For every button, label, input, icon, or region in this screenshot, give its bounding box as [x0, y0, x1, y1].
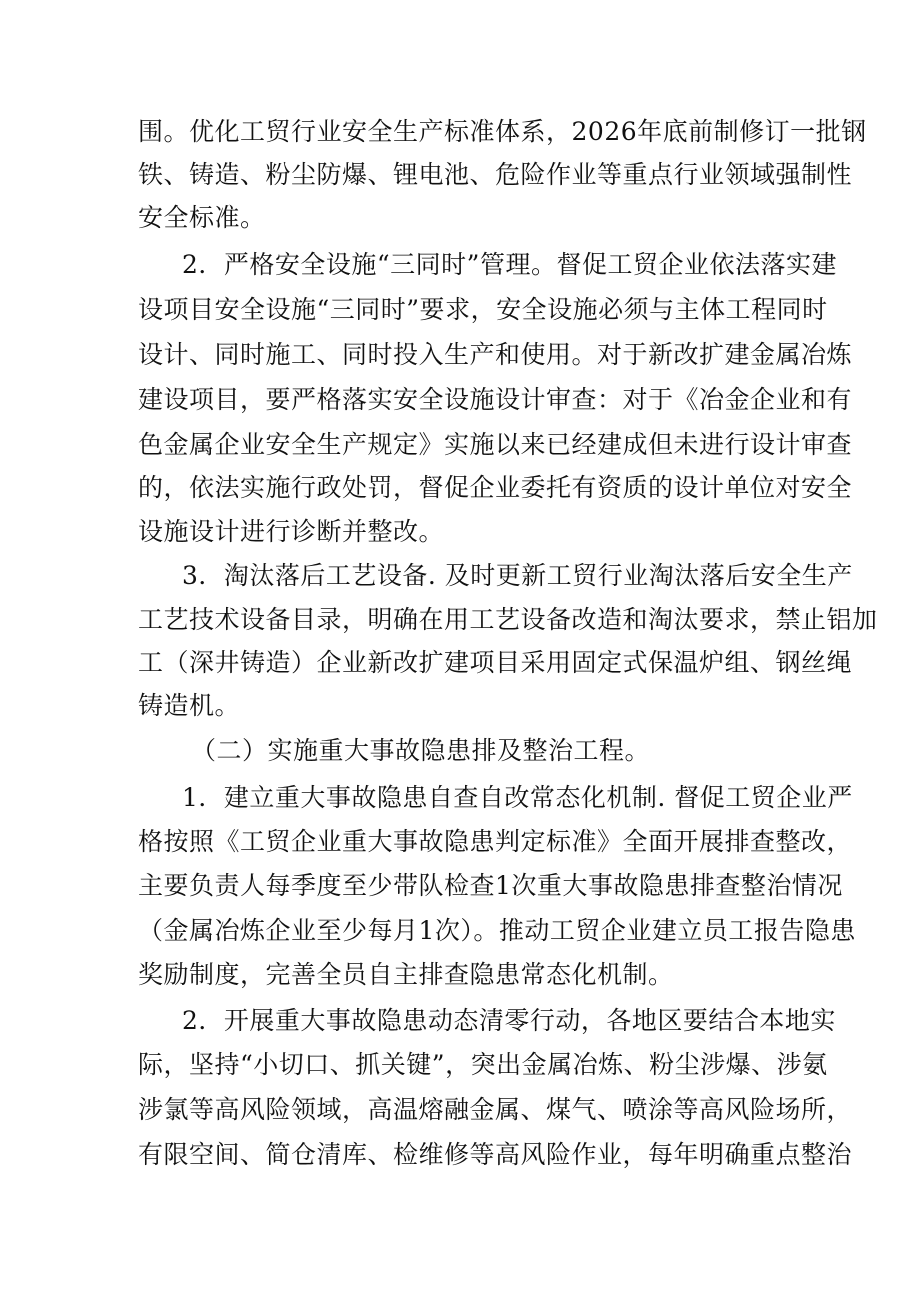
text-line: 建设项目，要严格落实安全设施设计审查：对于《冶金企业和有	[138, 385, 853, 414]
text-line: 际，坚持“小切口、抓关键”，突出金属冶炼、粉尘涉爆、涉氨	[138, 1050, 828, 1079]
text-line: 的，依法实施行政处罚，督促企业委托有资质的设计单位对安全	[138, 473, 853, 502]
paragraph-first-line: 2．严格安全设施“三同时”管理。督促工贸企业依法落实建	[182, 250, 837, 279]
text-line: 安全标准。	[138, 203, 266, 232]
text-line: 涉氯等高风险领域，高温熔融金属、煤气、喷涂等高风险场所，	[138, 1095, 853, 1124]
text-line: 围。优化工贸行业安全生产标准体系，2026年底前制修订一批钢	[138, 117, 867, 146]
paragraph-first-line: 2．开展重大事故隐患动态清零行动，各地区要结合本地实	[182, 1006, 836, 1035]
text-line: 设施设计进行诊断并整改。	[138, 517, 445, 546]
text-line: 设项目安全设施“三同时”要求，安全设施必须与主体工程同时	[138, 295, 828, 324]
text-line: 有限空间、简仓清库、检维修等高风险作业，每年明确重点整治	[138, 1140, 853, 1169]
text-line: 奖励制度，完善全员自主排查隐患常态化机制。	[138, 960, 674, 989]
text-line: 格按照《工贸企业重大事故隐患判定标准》全面开展排查整改，	[138, 827, 853, 856]
paragraph-first-line: 3．淘汰落后工艺设备. 及时更新工贸行业淘汰落后安全生产	[182, 561, 853, 590]
text-line: 设计、同时施工、同时投入生产和使用。对于新改扩建金属冶炼	[138, 340, 853, 369]
text-line: 工艺技术设备目录，明确在用工艺设备改造和淘汰要求，禁止铝加	[138, 605, 878, 634]
text-line: 色金属企业安全生产规定》实施以来已经建成但未进行设计审查	[138, 430, 853, 459]
text-line: 铸造机。	[138, 691, 241, 720]
text-line: 主要负责人每季度至少带队检查1次重大事故隐患排查整治情况	[138, 871, 843, 900]
text-line: （金属冶炼企业至少每月1次）。推动工贸企业建立员工报告隐患	[138, 916, 856, 945]
text-line: 铁、铸造、粉尘防爆、锂电池、危险作业等重点行业领域强制性	[138, 160, 853, 189]
text-line: 工（深井铸造）企业新改扩建项目采用固定式保温炉组、钢丝绳	[138, 648, 853, 677]
section-heading: （二）实施重大事故隐患排及整治工程。	[191, 736, 651, 765]
paragraph-first-line: 1．建立重大事故隐患自查自改常态化机制. 督促工贸企业严	[182, 783, 853, 812]
